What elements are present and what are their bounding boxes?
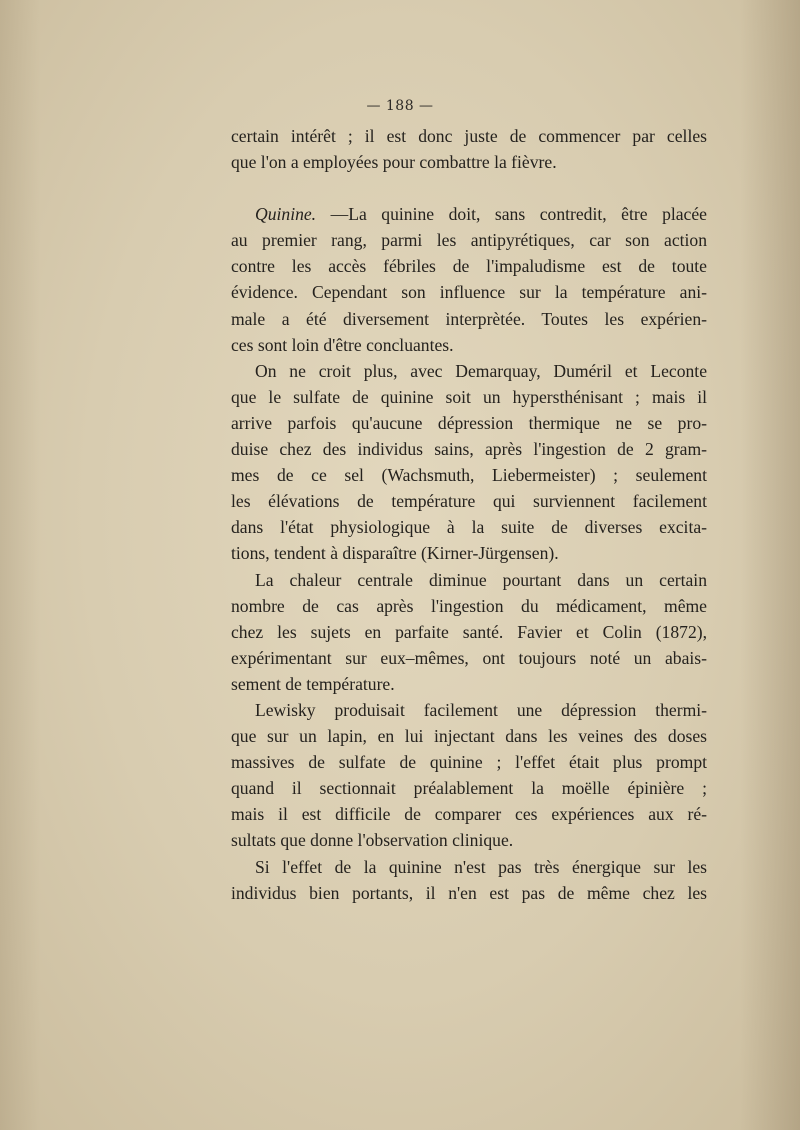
text-line: arrive parfois qu'aucune dépression thermique ne se pro-	[231, 412, 707, 433]
text-line: Lewisky produisait facilement une dépression thermi-	[255, 699, 707, 720]
text-line: On ne croit plus, avec Demarquay, Duméril et Leconte	[255, 360, 707, 381]
text-line: que l'on a employées pour combattre la fièvre.	[231, 152, 557, 173]
text-line: Si l'effet de la quinine n'est pas très énergique sur les	[255, 856, 707, 877]
section-first-line-text: —La quinine doit, sans contredit, être placée	[330, 204, 707, 225]
text-line: male a été diversement interprètée. Toutes les expérien-	[231, 308, 707, 329]
text-line: ces sont loin d'être concluantes.	[231, 334, 454, 355]
text-line: chez les sujets en parfaite santé. Favier et Colin (1872),	[231, 621, 707, 642]
text-line: mes de ce sel (Wachsmuth, Liebermeister) ; seulement	[231, 465, 707, 486]
text-line: certain intérêt ; il est donc juste de commencer par celles	[231, 126, 707, 146]
section-title: Quinine.	[255, 204, 317, 225]
text-line: contre les accès fébriles de l'impaludisme est de toute	[231, 256, 707, 277]
text-line: mais il est difficile de comparer ces expériences aux ré-	[231, 804, 707, 825]
body-text	[231, 123, 707, 906]
text-line: dans l'état physiologique à la suite de diverses excita-	[231, 517, 707, 538]
text-line: massives de sulfate de quinine ; l'effet était plus prompt	[231, 752, 707, 773]
text-line: au premier rang, parmi les antipyrétiques, car son action	[231, 230, 707, 251]
text-line: individus bien portants, il n'en est pas de même chez les	[231, 882, 707, 903]
text-line: La chaleur centrale diminue pourtant dans un certain	[255, 569, 707, 590]
text-line-section-start	[231, 201, 707, 227]
text-line: évidence. Cependant son influence sur la température ani-	[231, 282, 707, 303]
text-line: que le sulfate de quinine soit un hypersthénisant ; mais il	[231, 386, 707, 407]
page-number: — 188 —	[366, 98, 434, 114]
text-line: expérimentant sur eux–mêmes, ont toujours noté un abais-	[231, 647, 707, 668]
text-line: sultats que donne l'observation clinique.	[231, 830, 514, 851]
page-shadow-left	[0, 0, 40, 1130]
paragraph-gap	[231, 175, 707, 201]
text-line: les élévations de température qui surviennent facilement	[231, 491, 707, 512]
text-line: nombre de cas après l'ingestion du médicament, même	[231, 595, 707, 616]
text-line: sement de température.	[231, 673, 395, 694]
text-line: duise chez des individus sains, après l'ingestion de 2 gram-	[231, 439, 707, 460]
text-line: quand il sectionnait préalablement la moëlle épinière ;	[231, 778, 707, 799]
text-line: tions, tendent à disparaître (Kirner-Jürgensen).	[231, 543, 559, 564]
text-line: que sur un lapin, en lui injectant dans les veines des doses	[231, 726, 707, 747]
page-shadow-right	[740, 0, 800, 1130]
